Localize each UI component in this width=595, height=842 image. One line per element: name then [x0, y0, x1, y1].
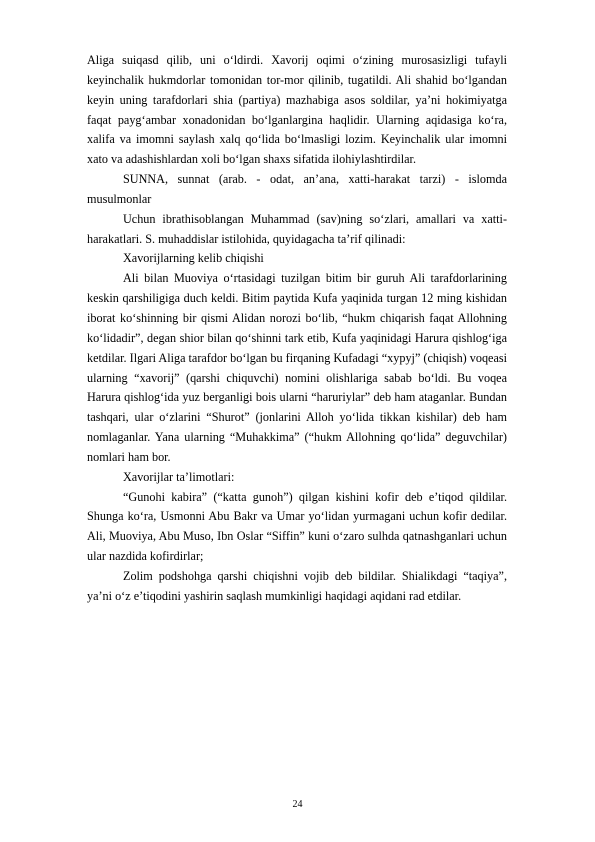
paragraph-xavorij-origin: Ali bilan Muoviya o‘rtasidagi tuzilgan bitim bir guruh Ali tarafdorlarining keskin qarshiligiga duch keldi. Bitim paytida Kufa yaqinida turgan 12 ming kishidan iborat ko‘shinning bir qismi Alidan norozi bo‘lib, “hukm chiqarish faqat Allohning ko‘lidadir”, degan shior bilan qo‘shinni tark etib, Kufa yaqinidagi Harura qishlog‘iga ketdilar. Ilgari Aliga tarafdor bo‘lgan bu firqaning Kufadagi “xypyj” (chiqish) voqeasi ularning “xavorij” (qarshi chiquvchi) nomini olishlariga sabab bo‘ldi. Bu voqea Harura qishlog‘ida yuz berganligi bois ularni “haruriylar” deb ham ataganlar. Bundan tashqari, ular o‘zlarini “Shurot” (jonlarini Alloh yo‘lida tikkan kishilar) deb ham nomlaganlar. Yana ularning “Muhakkima” (“hukm Allohning qo‘lida” deguvchilar) nomlari ham bor. — [87, 271, 507, 464]
paragraph-sunna-explanation: Uchun ibrathisoblangan Muhammad (sav)ning so‘zlari, amallari va xatti-harakatlari. S. muhaddislar istilohida, quyidagacha ta’rif qilinadi: — [87, 211, 507, 246]
paragraph-zolim-podshoh: Zolim podshohga qarshi chiqishni vojib deb bildilar. Shialikdagi “taqiya”, ya’ni o‘z e’tiqodini yashirin saqlash mumkinligi haqidagi aqidani rad etdilar. — [87, 568, 507, 603]
section-heading-xavorij-origin: Xavorijlarning kelib chiqishi — [123, 251, 264, 266]
section-heading-xavorij-teachings: Xavorijlar ta’limotlari: — [123, 469, 235, 484]
paragraph-continuation: Aliga suiqasd qilib, uni o‘ldirdi. Xavorij oqimi o‘zining murosasizligi tufayli keyinchalik hukmdorlar tomonidan tor-mor qilinib, tugatildi. Ali shahid bo‘lgandan keyin uning tarafdorlari shia (partiya) mazhabiga asos soldilar, ya’ni hokimiyatga faqat payg‘ambar xonadonidan bo‘lganlargina haqlidir. Ularning aqidasiga ko‘ra, xalifa va imomni saylash xalq qo‘lida bo‘lmasligi lozim. Keyinchalik ular imomni xato va adashishlardan xoli bo‘lgan shaxs sifatida ilohiylashtirdilar. — [87, 53, 507, 167]
paragraph-sunna-definition: SUNNA, sunnat (arab. - odat, an’ana, xatti-harakat tarzi) - islomda musulmonlar — [87, 172, 507, 206]
page-number: 24 — [292, 799, 303, 810]
paragraph-gunohi-kabira: “Gunohi kabira” (“katta gunoh”) qilgan kishini kofir deb e’tiqod qildilar. Shunga ko‘ra, Usmonni Abu Bakr va Umar yo‘lidan yurmagani uchun kofir dedilar. Ali, Muoviya, Abu Muso, Ibn Oslar “Siffin” kuni o‘zaro sulhda qatnashganlari uchun ular nazdida kofirdirlar; — [87, 489, 507, 564]
body-text — [87, 51, 507, 607]
